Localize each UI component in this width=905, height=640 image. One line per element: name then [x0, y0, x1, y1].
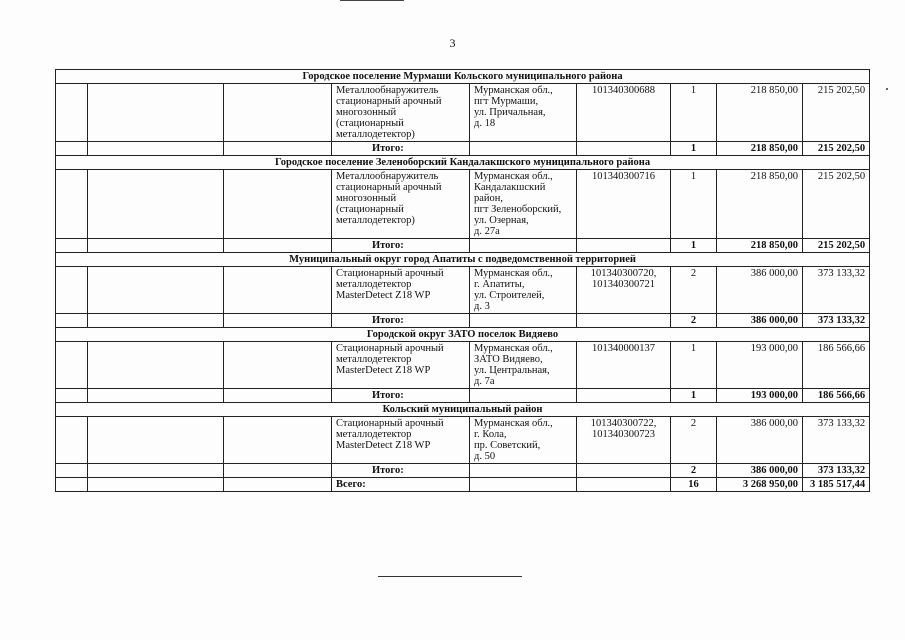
- empty-cell: [56, 267, 88, 314]
- table-row: [56, 417, 870, 464]
- item-quantity: 1: [671, 170, 717, 239]
- section-heading-row: [56, 156, 870, 170]
- item-name-line: многозонный: [336, 193, 397, 204]
- empty-cell: [88, 267, 224, 314]
- subtotal-sum-2: 373 133,32: [803, 464, 870, 478]
- subtotal-label: Итого:: [332, 142, 470, 156]
- empty-cell: [224, 342, 332, 389]
- item-sum-2: 215 202,50: [803, 170, 870, 239]
- scan-mark: [886, 88, 888, 90]
- empty-cell: [88, 170, 224, 239]
- empty-cell: [577, 142, 671, 156]
- item-name-line: металлодетектор): [336, 215, 415, 226]
- section-heading-row: [56, 253, 870, 267]
- section-heading-row: [56, 328, 870, 342]
- empty-cell: [224, 170, 332, 239]
- empty-cell: [577, 478, 671, 492]
- table-row: [56, 267, 870, 314]
- item-name-line: металлодетектор): [336, 129, 415, 140]
- empty-cell: [88, 464, 224, 478]
- table-row: [56, 342, 870, 389]
- empty-cell: [88, 142, 224, 156]
- empty-cell: [88, 239, 224, 253]
- empty-cell: [224, 314, 332, 328]
- item-address-line: Мурманская обл.,: [474, 85, 553, 96]
- subtotal-label: Итого:: [332, 314, 470, 328]
- empty-cell: [88, 314, 224, 328]
- item-address-line: д. 3: [474, 301, 490, 312]
- empty-cell: [88, 417, 224, 464]
- item-address-line: д. 7а: [474, 376, 495, 387]
- item-sum-1: 218 850,00: [717, 84, 803, 142]
- item-sum-1: 218 850,00: [717, 170, 803, 239]
- item-address-line: Мурманская обл.,: [474, 343, 553, 354]
- empty-cell: [88, 478, 224, 492]
- empty-cell: [470, 464, 577, 478]
- item-address-line: Мурманская обл.,: [474, 171, 553, 182]
- empty-cell: [88, 342, 224, 389]
- subtotal-sum-2: 215 202,50: [803, 142, 870, 156]
- item-address-line: пгт Зеленоборский,: [474, 204, 562, 215]
- section-title: Муниципальный округ город Апатиты с подведомственной территорией: [56, 253, 870, 267]
- inventory-code: 101340300720,: [590, 268, 657, 279]
- grand-total-quantity: 16: [671, 478, 717, 492]
- subtotal-quantity: 2: [671, 314, 717, 328]
- item-sum-1: 386 000,00: [717, 417, 803, 464]
- inventory-codes: [577, 267, 671, 314]
- item-sum-2: 215 202,50: [803, 84, 870, 142]
- item-address-line: ул. Центральная,: [474, 365, 550, 376]
- item-name: [332, 170, 470, 239]
- empty-cell: [56, 239, 88, 253]
- grand-total-sum-2: 3 185 517,44: [803, 478, 870, 492]
- item-address-line: Кандалакшский: [474, 182, 546, 193]
- item-name-line: (стационарный: [336, 118, 404, 129]
- item-address-line: район,: [474, 193, 504, 204]
- item-name: [332, 84, 470, 142]
- item-address: [470, 84, 577, 142]
- item-name-line: Стационарный арочный: [336, 343, 444, 354]
- subtotal-sum-2: 186 566,66: [803, 389, 870, 403]
- item-sum-1: 193 000,00: [717, 342, 803, 389]
- empty-cell: [56, 478, 88, 492]
- subtotal-row: [56, 464, 870, 478]
- item-name-line: стационарный арочный: [336, 96, 442, 107]
- empty-cell: [56, 170, 88, 239]
- empty-cell: [470, 478, 577, 492]
- item-name: [332, 342, 470, 389]
- item-sum-1: 386 000,00: [717, 267, 803, 314]
- item-address-line: д. 50: [474, 451, 496, 462]
- empty-cell: [224, 84, 332, 142]
- item-address: [470, 267, 577, 314]
- empty-cell: [577, 389, 671, 403]
- item-quantity: 2: [671, 417, 717, 464]
- empty-cell: [56, 417, 88, 464]
- item-name-line: металлодетектор: [336, 429, 412, 440]
- inventory-code: 101340300722,: [590, 418, 657, 429]
- subtotal-label: Итого:: [332, 464, 470, 478]
- inventory-table: [55, 69, 870, 492]
- empty-cell: [224, 464, 332, 478]
- item-name-line: многозонный: [336, 107, 397, 118]
- section-heading-row: [56, 70, 870, 84]
- inventory-codes: [577, 170, 671, 239]
- item-name-line: Металлообнаружитель: [336, 171, 439, 182]
- subtotal-row: [56, 142, 870, 156]
- item-address-line: ул. Причальная,: [474, 107, 546, 118]
- grand-total-label: Всего:: [332, 478, 470, 492]
- item-quantity: 2: [671, 267, 717, 314]
- section-title: Кольский муниципальный район: [56, 403, 870, 417]
- empty-cell: [56, 314, 88, 328]
- subtotal-sum-1: 193 000,00: [717, 389, 803, 403]
- item-address-line: г. Апатиты,: [474, 279, 525, 290]
- empty-cell: [224, 267, 332, 314]
- inventory-codes: [577, 417, 671, 464]
- inventory-code: 101340300716: [592, 171, 655, 182]
- empty-cell: [577, 239, 671, 253]
- subtotal-row: [56, 389, 870, 403]
- item-name-line: Металлообнаружитель: [336, 85, 439, 96]
- item-name-line: MasterDetect Z18 WP: [336, 440, 431, 451]
- item-address-line: ул. Строителей,: [474, 290, 545, 301]
- empty-cell: [56, 142, 88, 156]
- item-name-line: MasterDetect Z18 WP: [336, 290, 431, 301]
- subtotal-sum-2: 373 133,32: [803, 314, 870, 328]
- grand-total-sum-1: 3 268 950,00: [717, 478, 803, 492]
- table-row: [56, 170, 870, 239]
- grand-total-row: [56, 478, 870, 492]
- table-row: [56, 84, 870, 142]
- item-sum-2: 186 566,66: [803, 342, 870, 389]
- item-address: [470, 342, 577, 389]
- empty-cell: [56, 342, 88, 389]
- item-name-line: MasterDetect Z18 WP: [336, 365, 431, 376]
- item-address: [470, 170, 577, 239]
- subtotal-quantity: 1: [671, 389, 717, 403]
- top-rule: [340, 0, 404, 1]
- subtotal-sum-1: 386 000,00: [717, 314, 803, 328]
- item-address-line: пр. Советский,: [474, 440, 541, 451]
- empty-cell: [224, 142, 332, 156]
- item-address-line: ул. Озерная,: [474, 215, 529, 226]
- empty-cell: [224, 389, 332, 403]
- subtotal-quantity: 1: [671, 239, 717, 253]
- bottom-rule: [378, 576, 522, 577]
- empty-cell: [56, 464, 88, 478]
- subtotal-row: [56, 239, 870, 253]
- item-sum-2: 373 133,32: [803, 267, 870, 314]
- section-heading-row: [56, 403, 870, 417]
- subtotal-sum-1: 218 850,00: [717, 239, 803, 253]
- subtotal-label: Итого:: [332, 389, 470, 403]
- subtotal-row: [56, 314, 870, 328]
- item-quantity: 1: [671, 84, 717, 142]
- subtotal-label: Итого:: [332, 239, 470, 253]
- empty-cell: [224, 239, 332, 253]
- item-address-line: пгт Мурмаши,: [474, 96, 539, 107]
- item-address-line: д. 27а: [474, 226, 500, 237]
- item-name-line: Стационарный арочный: [336, 418, 444, 429]
- item-address-line: Мурманская обл.,: [474, 418, 553, 429]
- inventory-code: 101340300721: [592, 279, 655, 290]
- empty-cell: [56, 389, 88, 403]
- item-address: [470, 417, 577, 464]
- item-name: [332, 417, 470, 464]
- page-number: 3: [449, 36, 456, 50]
- item-address-line: г. Кола,: [474, 429, 507, 440]
- section-title: Городской округ ЗАТО поселок Видяево: [56, 328, 870, 342]
- empty-cell: [88, 84, 224, 142]
- inventory-codes: [577, 84, 671, 142]
- item-quantity: 1: [671, 342, 717, 389]
- empty-cell: [577, 314, 671, 328]
- item-name: [332, 267, 470, 314]
- inventory-code: 101340300688: [592, 85, 655, 96]
- item-name-line: металлодетектор: [336, 354, 412, 365]
- section-title: Городское поселение Мурмаши Кольского муниципального района: [56, 70, 870, 84]
- inventory-codes: [577, 342, 671, 389]
- item-address-line: д. 18: [474, 118, 496, 129]
- item-sum-2: 373 133,32: [803, 417, 870, 464]
- subtotal-sum-2: 215 202,50: [803, 239, 870, 253]
- item-address-line: ЗАТО Видяево,: [474, 354, 543, 365]
- subtotal-quantity: 1: [671, 142, 717, 156]
- item-name-line: (стационарный: [336, 204, 404, 215]
- empty-cell: [470, 142, 577, 156]
- empty-cell: [224, 417, 332, 464]
- empty-cell: [470, 239, 577, 253]
- section-title: Городское поселение Зеленоборский Кандалакшского муниципального района: [56, 156, 870, 170]
- inventory-code: 101340300723: [592, 429, 655, 440]
- empty-cell: [88, 389, 224, 403]
- item-name-line: стационарный арочный: [336, 182, 442, 193]
- subtotal-sum-1: 218 850,00: [717, 142, 803, 156]
- empty-cell: [470, 314, 577, 328]
- item-address-line: Мурманская обл.,: [474, 268, 553, 279]
- empty-cell: [577, 464, 671, 478]
- empty-cell: [224, 478, 332, 492]
- item-name-line: металлодетектор: [336, 279, 412, 290]
- empty-cell: [56, 84, 88, 142]
- subtotal-sum-1: 386 000,00: [717, 464, 803, 478]
- empty-cell: [470, 389, 577, 403]
- inventory-code: 101340000137: [592, 343, 655, 354]
- item-name-line: Стационарный арочный: [336, 268, 444, 279]
- subtotal-quantity: 2: [671, 464, 717, 478]
